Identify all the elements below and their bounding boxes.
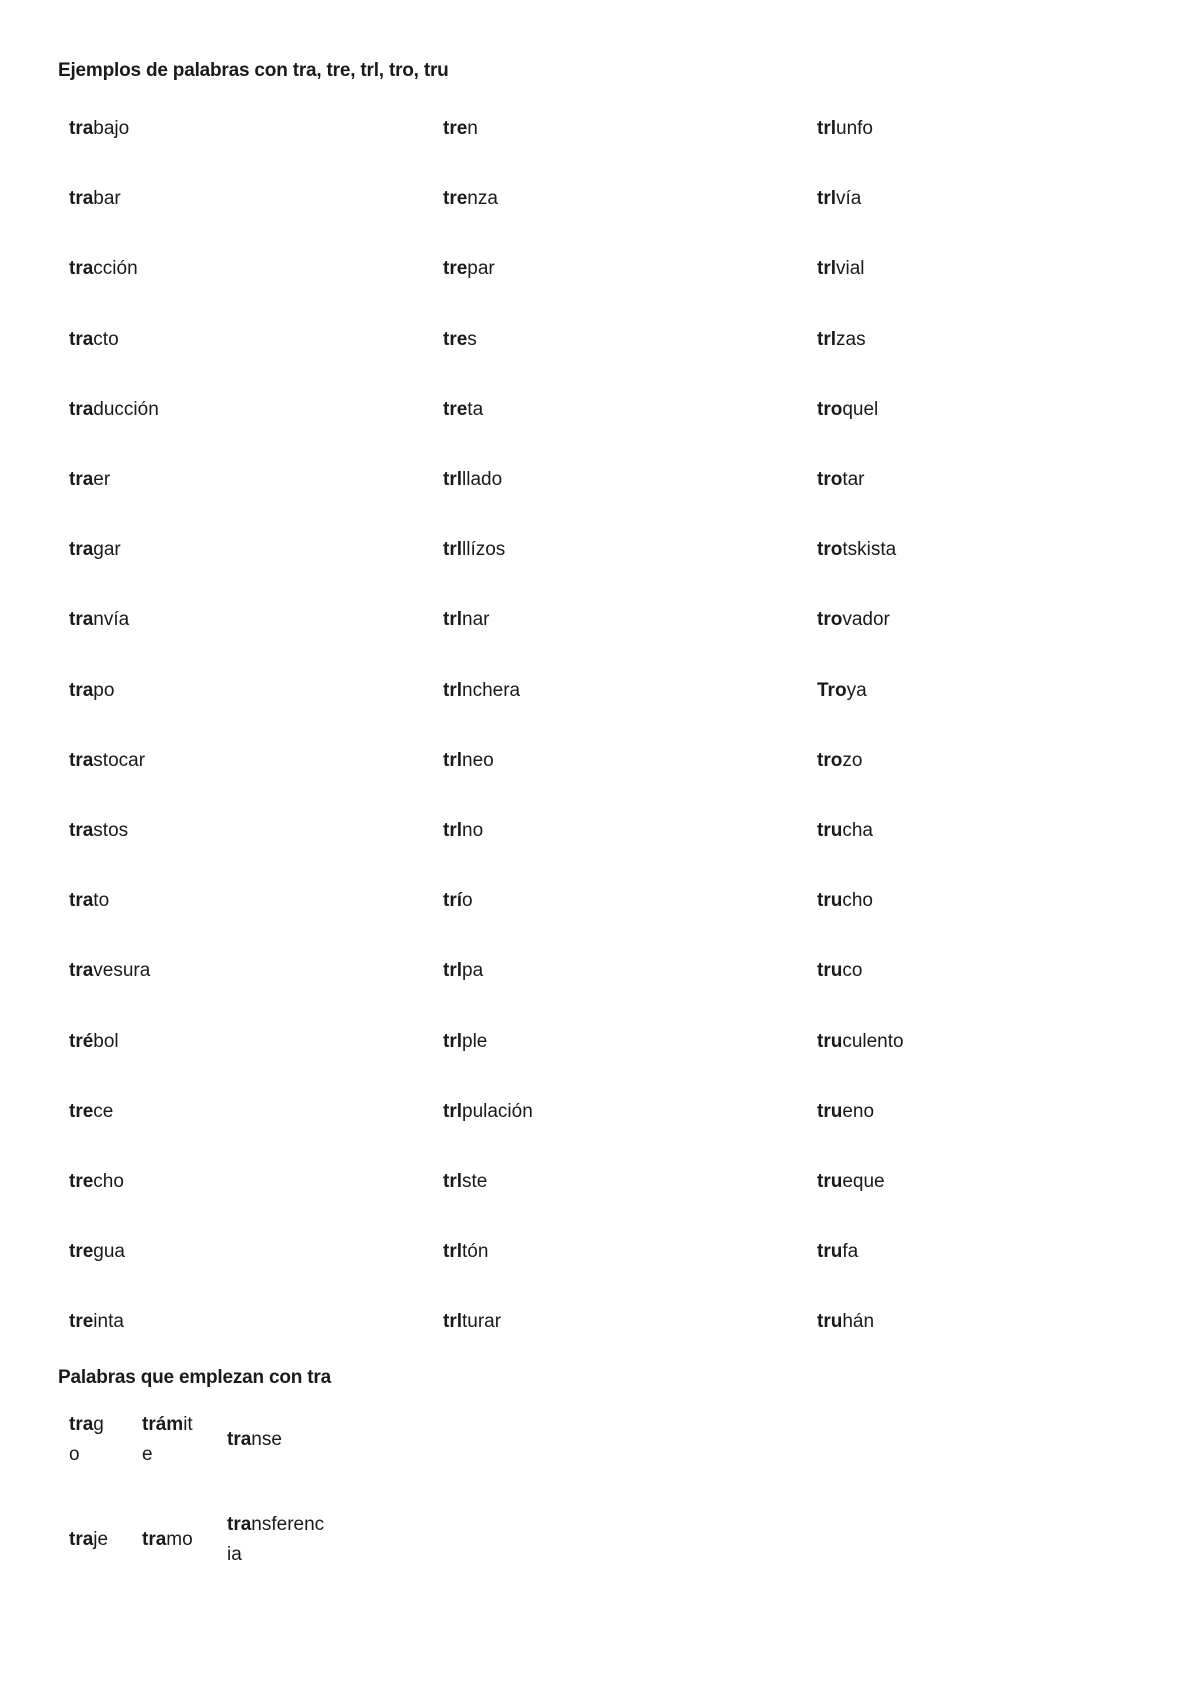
word-entry: [443, 678, 520, 704]
word-prefix: tra: [69, 890, 94, 911]
word-rest: gar: [93, 539, 121, 560]
word-prefix: trl: [443, 469, 462, 490]
word-entry: [69, 748, 145, 774]
word-rest: llízos: [462, 539, 506, 560]
word-entry: [817, 958, 862, 984]
word-entry: [443, 748, 494, 774]
word-rest: g: [93, 1414, 104, 1435]
word-entry: [69, 116, 129, 142]
word-entry: [443, 1099, 533, 1125]
word-entry: [443, 116, 478, 142]
word-prefix: tre: [443, 329, 468, 350]
word-prefix: trl: [443, 680, 462, 701]
word-rest: gua: [93, 1241, 125, 1262]
word-entry: [69, 1099, 113, 1125]
word-entry: [69, 186, 121, 212]
word-entry: [817, 1029, 904, 1055]
word-prefix: tro: [817, 539, 843, 560]
word-entry: [817, 397, 878, 423]
word-prefix: trí: [443, 890, 462, 911]
word-continuation: o: [69, 1444, 80, 1465]
word-rest: inta: [93, 1311, 124, 1332]
word-rest: zo: [842, 750, 863, 771]
word-prefix: tra: [69, 820, 94, 841]
word-rest: tskista: [842, 539, 897, 560]
word-rest: ya: [846, 680, 867, 701]
table-cell: [227, 1510, 324, 1570]
word-prefix: trl: [443, 1101, 462, 1122]
word-entry: [443, 256, 495, 282]
word-rest: eque: [842, 1171, 885, 1192]
word-rest: nsferenc: [251, 1514, 325, 1535]
word-prefix: tra: [69, 609, 94, 630]
word-prefix: tru: [817, 1031, 843, 1052]
word-rest: bol: [93, 1031, 119, 1052]
word-prefix: trl: [817, 258, 836, 279]
word-prefix: tru: [817, 1171, 843, 1192]
word-prefix: Tro: [817, 680, 847, 701]
word-prefix: tré: [69, 1031, 94, 1052]
word-rest: bajo: [93, 118, 130, 139]
word-prefix: tro: [817, 609, 843, 630]
word-rest: no: [462, 820, 484, 841]
word-rest: par: [467, 258, 495, 279]
word-prefix: tre: [69, 1311, 94, 1332]
word-rest: cción: [93, 258, 138, 279]
word-rest: vial: [836, 258, 865, 279]
table-cell: [142, 1410, 193, 1470]
word-rest: n: [467, 118, 478, 139]
word-entry: [443, 1309, 501, 1335]
word-prefix: tru: [817, 1241, 843, 1262]
word-rest: je: [93, 1529, 109, 1550]
word-prefix: tra: [69, 960, 94, 981]
word-rest: neo: [462, 750, 494, 771]
word-prefix: tre: [69, 1101, 94, 1122]
word-prefix: tro: [817, 469, 843, 490]
word-prefix: tre: [443, 188, 468, 209]
word-continuation: ia: [227, 1544, 242, 1565]
word-prefix: tru: [817, 960, 843, 981]
word-entry: [817, 818, 873, 844]
word-entry: [443, 1239, 488, 1265]
word-prefix: tra: [69, 118, 94, 139]
word-entry: [443, 327, 477, 353]
word-entry: [69, 1029, 119, 1055]
word-prefix: tra: [69, 750, 94, 771]
word-entry: [69, 888, 109, 914]
word-entry: [443, 397, 483, 423]
word-rest: s: [467, 329, 477, 350]
word-prefix: tro: [817, 399, 843, 420]
word-prefix: trl: [443, 750, 462, 771]
word-rest: llado: [462, 469, 503, 490]
word-rest: zas: [836, 329, 866, 350]
word-entry: [817, 467, 865, 493]
word-entry: [817, 116, 873, 142]
word-entry: [69, 1309, 124, 1335]
word-entry: [69, 1239, 125, 1265]
word-prefix: trl: [443, 1311, 462, 1332]
word-rest: fa: [842, 1241, 859, 1262]
table-cell: [69, 1525, 108, 1555]
word-rest: ducción: [93, 399, 159, 420]
word-rest: ce: [93, 1101, 114, 1122]
word-rest: tar: [842, 469, 865, 490]
word-rest: po: [93, 680, 115, 701]
word-rest: nse: [251, 1429, 282, 1450]
secondary-heading: Palabras que emplezan con tra: [58, 1367, 331, 1388]
word-prefix: tre: [443, 399, 468, 420]
word-rest: ste: [462, 1171, 488, 1192]
word-entry: [443, 888, 473, 914]
word-rest: bar: [93, 188, 121, 209]
word-rest: quel: [842, 399, 879, 420]
table-cell: [69, 1410, 104, 1470]
word-prefix: trl: [443, 960, 462, 981]
word-prefix: tra: [69, 1414, 94, 1435]
word-rest: pa: [462, 960, 484, 981]
word-prefix: trl: [443, 820, 462, 841]
word-rest: hán: [842, 1311, 875, 1332]
word-rest: pulación: [462, 1101, 533, 1122]
word-prefix: tru: [817, 1311, 843, 1332]
word-prefix: tra: [69, 399, 94, 420]
word-rest: mo: [166, 1529, 193, 1550]
word-entry: [817, 537, 896, 563]
word-rest: turar: [462, 1311, 502, 1332]
word-rest: nvía: [93, 609, 130, 630]
word-rest: stocar: [93, 750, 146, 771]
word-entry: [817, 1099, 874, 1125]
word-rest: culento: [842, 1031, 904, 1052]
word-rest: ta: [467, 399, 484, 420]
word-continuation: e: [142, 1444, 153, 1465]
word-entry: [443, 537, 505, 563]
word-rest: vesura: [93, 960, 151, 981]
word-entry: [817, 1239, 858, 1265]
word-entry: [443, 467, 502, 493]
word-entry: [443, 186, 498, 212]
word-prefix: trl: [817, 329, 836, 350]
word-entry: [817, 748, 862, 774]
word-prefix: tre: [69, 1241, 94, 1262]
word-prefix: tra: [227, 1429, 252, 1450]
word-entry: [69, 607, 129, 633]
word-prefix: tra: [69, 258, 94, 279]
word-rest: cto: [93, 329, 119, 350]
word-prefix: tru: [817, 890, 843, 911]
word-prefix: tra: [142, 1529, 167, 1550]
word-entry: [817, 327, 866, 353]
word-rest: nza: [467, 188, 498, 209]
word-prefix: trám: [142, 1414, 184, 1435]
main-heading: Ejemplos de palabras con tra, tre, trl, tro, tru: [58, 60, 449, 81]
word-prefix: trl: [817, 118, 836, 139]
word-rest: vía: [836, 188, 862, 209]
table-cell: [142, 1525, 193, 1555]
word-prefix: tra: [69, 1529, 94, 1550]
word-entry: [69, 537, 121, 563]
word-entry: [817, 607, 890, 633]
word-prefix: tru: [817, 820, 843, 841]
word-prefix: trl: [817, 188, 836, 209]
word-rest: stos: [93, 820, 129, 841]
word-rest: it: [183, 1414, 193, 1435]
word-prefix: tro: [817, 750, 843, 771]
word-prefix: tra: [69, 329, 94, 350]
word-entry: [69, 327, 119, 353]
word-rest: to: [93, 890, 110, 911]
word-entry: [443, 607, 489, 633]
word-prefix: trl: [443, 1241, 462, 1262]
word-entry: [69, 1169, 124, 1195]
word-entry: [69, 678, 114, 704]
word-rest: tón: [462, 1241, 489, 1262]
word-prefix: tra: [69, 469, 94, 490]
word-entry: [443, 1169, 487, 1195]
word-prefix: tre: [443, 258, 468, 279]
word-rest: co: [842, 960, 863, 981]
word-rest: ple: [462, 1031, 488, 1052]
word-prefix: tre: [443, 118, 468, 139]
word-prefix: tra: [69, 188, 94, 209]
word-rest: nar: [462, 609, 490, 630]
word-prefix: tra: [69, 539, 94, 560]
word-rest: unfo: [836, 118, 873, 139]
word-prefix: tru: [817, 1101, 843, 1122]
word-entry: [817, 186, 861, 212]
word-entry: [69, 397, 159, 423]
table-cell: [227, 1425, 282, 1455]
word-entry: [817, 888, 873, 914]
word-entry: [443, 818, 483, 844]
word-entry: [817, 678, 867, 704]
word-entry: [817, 1309, 874, 1335]
word-prefix: trl: [443, 539, 462, 560]
word-rest: eno: [842, 1101, 875, 1122]
word-rest: nchera: [462, 680, 521, 701]
word-rest: o: [462, 890, 473, 911]
word-entry: [443, 958, 483, 984]
word-entry: [69, 818, 128, 844]
word-entry: [69, 256, 138, 282]
word-rest: cho: [93, 1171, 124, 1192]
word-rest: cho: [842, 890, 873, 911]
word-prefix: trl: [443, 1031, 462, 1052]
word-rest: vador: [842, 609, 890, 630]
word-prefix: trl: [443, 609, 462, 630]
word-prefix: trl: [443, 1171, 462, 1192]
word-entry: [69, 958, 150, 984]
word-rest: er: [93, 469, 111, 490]
word-entry: [817, 256, 865, 282]
word-entry: [443, 1029, 487, 1055]
word-prefix: tra: [69, 680, 94, 701]
word-prefix: tre: [69, 1171, 94, 1192]
word-entry: [817, 1169, 885, 1195]
word-rest: cha: [842, 820, 873, 841]
word-prefix: tra: [227, 1514, 252, 1535]
word-entry: [69, 467, 110, 493]
